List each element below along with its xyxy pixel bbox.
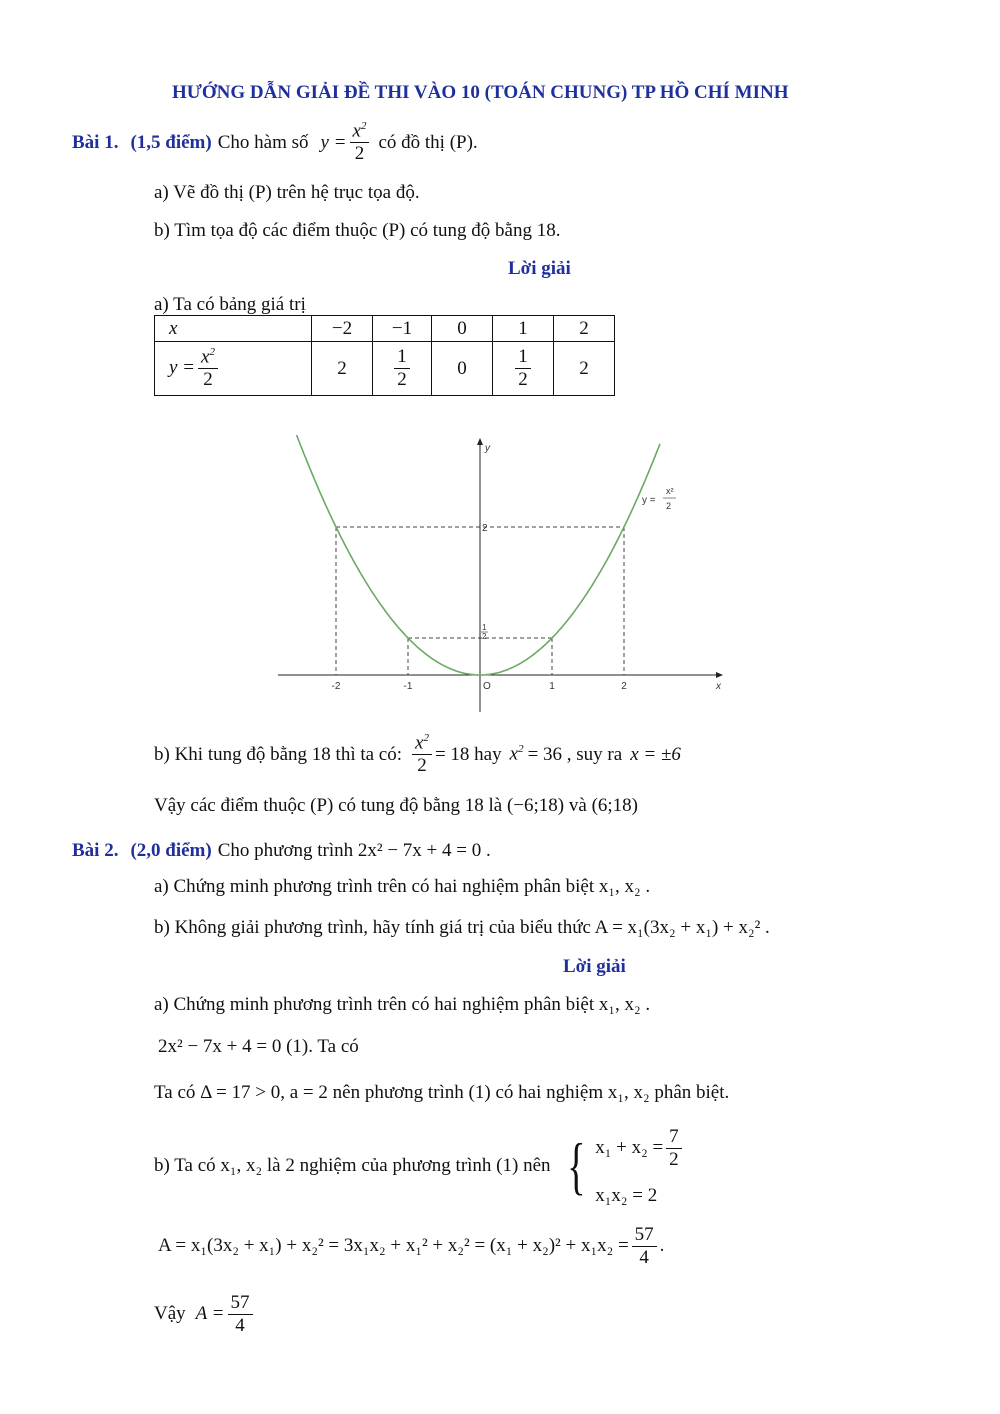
y-axis-label: y [485, 443, 490, 454]
page-title: HƯỚNG DẪN GIẢI ĐỀ THI VÀO 10 (TOÁN CHUNG) TP HỒ CHÍ MINH [172, 82, 789, 103]
y-tick-label: 2 [482, 632, 487, 641]
x-tick-label: -1 [403, 681, 413, 692]
b-solution-mid: = 18 hay [434, 743, 502, 765]
x-tick-label: -2 [331, 681, 341, 692]
sys-line1: x₁ + x₂ = [595, 1137, 664, 1159]
table-y-cell: 0 [432, 342, 493, 396]
table-y-cell: 2 [554, 342, 615, 396]
function-fraction: $\frac{x^2}{2}$ [350, 120, 370, 165]
table-x-cell: 1 [493, 316, 554, 342]
vieta-system [561, 1126, 685, 1207]
table-x-header: x [155, 316, 312, 342]
bai2-final [154, 1292, 256, 1337]
bai1-tail: có đồ thị (P). [378, 131, 478, 153]
table-y-header: y = $\frac{x^2}{2}$ [155, 342, 312, 396]
b-solution-prefix: b) Khi tung độ bằng 18 thì ta có: [154, 743, 403, 765]
bai1-intro: Cho hàm số [217, 131, 309, 153]
bai2-sol-a-eq: 2x² − 7x + 4 = 0 (1). Ta có [158, 1036, 359, 1057]
bai1-b-solution [154, 732, 681, 777]
b-solution-fraction: $\frac{x^2}{2}$ [412, 732, 432, 777]
function-formula: y = [320, 131, 347, 153]
curve-label-den: 2 [666, 501, 672, 511]
table-y-cell: $\frac{1}{2}$ [493, 342, 554, 396]
bai1-statement [72, 120, 478, 165]
table-x-cell: 2 [554, 316, 615, 342]
table-x-cell: 0 [432, 316, 493, 342]
x-tick-label: 1 [549, 681, 555, 692]
curve-label-num: x² [666, 486, 674, 496]
sys-line2: x₁x₂ = 2 [595, 1184, 658, 1206]
expand-text: A = x₁(3x₂ + x₁) + x₂² = 3x₁x₂ + x₁² + x₂² = (x₁ + x₂)² + x₁x₂ = [158, 1235, 629, 1257]
bai2-solution-heading: Lời giải [563, 956, 626, 977]
y-tick-label: 2 [482, 523, 488, 534]
table-y-cell: $\frac{1}{2}$ [373, 342, 432, 396]
sys-fraction: $\frac{7}{2}$ [666, 1126, 682, 1171]
parabola-curve [293, 435, 660, 675]
bai2-part-a: a) Chứng minh phương trình trên có hai nghiệm phân biệt x₁, x₂ . [154, 876, 651, 897]
expand-fraction: $\frac{57}{4}$ [632, 1224, 657, 1269]
bai2-statement [72, 840, 491, 862]
bai1-part-a: a) Vẽ đồ thị (P) trên hệ trục tọa độ. [154, 182, 420, 203]
values-table [154, 315, 615, 396]
b-solution-xsq: $x^2$ [509, 743, 524, 765]
final-fraction: $\frac{57}{4}$ [228, 1292, 253, 1337]
b-solution-eq: = 36 , suy ra [527, 743, 623, 765]
curve-label: y = [642, 495, 656, 506]
bai1-conclusion: Vậy các điểm thuộc (P) có tung độ bằng 18 là (−6;18) và (6;18) [154, 795, 638, 816]
bai2-sol-a-title: a) Chứng minh phương trình trên có hai nghiệm phân biệt x₁, x₂ . [154, 994, 651, 1015]
bai2-points: (2,0 điểm) [130, 840, 212, 861]
sol-b-prefix: b) Ta có x₁, x₂ là 2 nghiệm của phương trình (1) nên [154, 1155, 551, 1177]
b-solution-result: x = ±6 [630, 743, 681, 765]
x-axis-label: x [716, 681, 721, 692]
final-prefix: Vậy [154, 1303, 186, 1325]
bai2-intro: Cho phương trình 2x² − 7x + 4 = 0 . [217, 840, 491, 861]
origin-label: O [483, 681, 491, 692]
bai2-sol-b [154, 1126, 685, 1207]
bai2-label: Bài 2. [72, 840, 119, 861]
brace-icon: { [566, 1130, 586, 1202]
table-x-cell: −2 [312, 316, 373, 342]
parabola-svg [270, 435, 730, 720]
x-tick-label: 2 [621, 681, 627, 692]
bai1-label: Bài 1. [72, 131, 119, 153]
table-y-cell: 2 [312, 342, 373, 396]
final-A: A = [195, 1303, 225, 1325]
bai2-sol-a-delta: Ta có Δ = 17 > 0, a = 2 nên phương trình (1) có hai nghiệm x₁, x₂ phân biệt. [154, 1082, 730, 1103]
bai1-points: (1,5 điểm) [130, 131, 212, 153]
bai2-part-b: b) Không giải phương trình, hãy tính giá trị của biểu thức A = x₁(3x₂ + x₁) + x₂² . [154, 917, 770, 938]
table-row-y [155, 342, 615, 396]
bai2-expansion: A = x₁(3x₂ + x₁) + x₂² = 3x₁x₂ + x₁² + x₂² = (x₁ + x₂)² + x₁x₂ = $\frac{57}{4}$ . [158, 1224, 665, 1268]
table-x-cell: −1 [373, 316, 432, 342]
bai1-part-b: b) Tìm tọa độ các điểm thuộc (P) có tung độ bằng 18. [154, 220, 561, 241]
y-tick-label: 1 [482, 623, 487, 632]
table-intro: a) Ta có bảng giá trị [154, 294, 306, 315]
parabola-chart [270, 435, 730, 720]
bai1-solution-heading: Lời giải [508, 258, 571, 279]
table-row-x [155, 316, 615, 342]
